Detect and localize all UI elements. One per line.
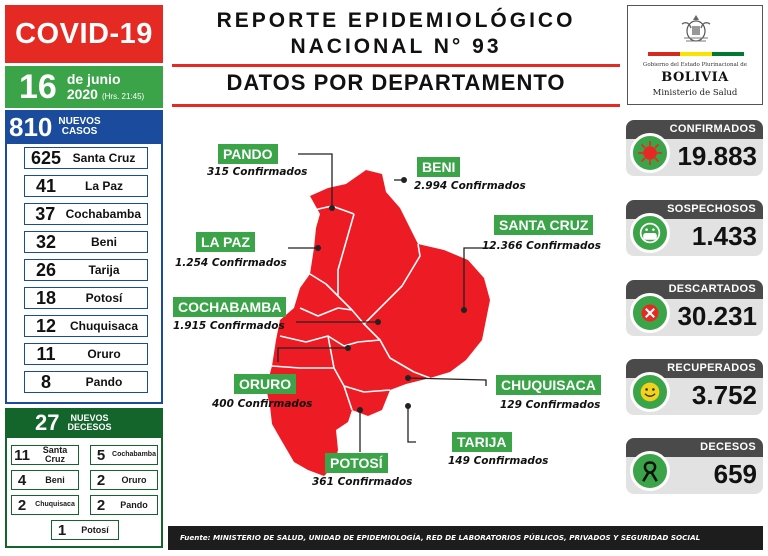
stat-value: 3.752: [691, 380, 757, 410]
list-item: 41 La Paz: [24, 175, 148, 197]
ministry-logo: [627, 5, 763, 105]
mourning-ribbon-icon: [630, 451, 670, 491]
list-item: 32 Beni: [24, 231, 148, 253]
list-item: 2 Oruro: [90, 470, 158, 490]
smiley-icon: [630, 372, 670, 412]
list-item: 8 Pando: [24, 371, 148, 393]
stat-value: 30.231: [677, 301, 757, 331]
footer-source: Fuente: MINISTERIO DE SALUD, UNIDAD DE EPIDEMIOLOGÍA, RED DE LABORATORIOS PÚBLICOS, PRIVADOS Y SEGURIDAD SOCIAL: [168, 526, 763, 550]
map-confirmed-tarija: 149 Confirmados: [448, 455, 549, 467]
stat-label: CONFIRMADOS: [626, 120, 763, 139]
new-deaths-total: 27: [35, 410, 60, 435]
date-day: 16: [19, 68, 57, 106]
new-cases-total: 810: [9, 111, 53, 142]
map-confirmed-santa-cruz: 12.366 Confirmados: [482, 240, 602, 252]
new-deaths-header: [5, 408, 163, 438]
list-item: 11 Santa Cruz: [11, 445, 79, 465]
list-item: 11 Oruro: [24, 343, 148, 365]
list-item: 2 Chuquisaca: [11, 495, 79, 515]
stat-value: 1.433: [691, 221, 757, 251]
stat-label: DESCARTADOS: [626, 280, 763, 299]
map-confirmed-cochabamba: 1.915 Confirmados: [173, 320, 285, 332]
title-divider: [172, 64, 620, 67]
coat-of-arms-icon: [678, 12, 714, 46]
stat-descartados: [626, 280, 763, 342]
map-label-la-paz: LA PAZ: [196, 232, 255, 252]
subtitle-divider: [172, 104, 620, 107]
stat-confirmados: [626, 120, 763, 182]
ministry-government-text: Gobierno del Estado Plurinacional de: [642, 62, 748, 68]
list-item: 12 Chuquisaca: [24, 315, 148, 337]
date-month: de junio: [66, 71, 121, 88]
stat-recuperados: [626, 359, 763, 421]
new-cases-label: NUEVOS CASOS: [58, 115, 101, 137]
report-title: REPORTE EPIDEMIOLÓGICO NACIONAL N° 93: [216, 9, 576, 58]
map-label-potosi: POTOSÍ: [325, 453, 388, 473]
map-label-pando: PANDO: [218, 144, 278, 164]
stat-value: 659: [713, 459, 757, 489]
map-confirmed-potosi: 361 Confirmados: [312, 476, 413, 488]
ministry-country: BOLIVIA: [661, 70, 729, 85]
list-item: 37 Cochabamba: [24, 203, 148, 225]
covid-banner: [5, 5, 163, 63]
list-item: 625 Santa Cruz: [24, 147, 148, 169]
map-confirmed-oruro: 400 Confirmados: [212, 398, 313, 410]
stat-label: SOSPECHOSOS: [626, 200, 763, 219]
map-label-tarija: TARIJA: [452, 432, 512, 452]
ministry-name: Ministerio de Salud: [652, 88, 738, 98]
cross-circle-icon: [630, 293, 670, 333]
stat-decesos: [626, 438, 763, 500]
masked-face-icon: [630, 213, 670, 253]
page-subtitle: DATOS POR DEPARTAMENTO: [226, 70, 566, 95]
date-detail: [67, 72, 144, 101]
new-deaths-label: NUEVOS DECESOS: [67, 412, 112, 432]
list-item: 4 Beni: [11, 470, 79, 490]
list-item: 18 Potosí: [24, 287, 148, 309]
map-label-cochabamba: COCHABAMBA: [173, 297, 286, 317]
stat-label: RECUPERADOS: [626, 359, 763, 378]
map-confirmed-la-paz: 1.254 Confirmados: [175, 257, 287, 269]
map-confirmed-pando: 315 Confirmados: [207, 166, 308, 178]
list-item: 5 Cochabamba: [90, 445, 158, 465]
date-hours: (Hrs. 21:45): [101, 92, 145, 101]
report-date: [5, 66, 163, 108]
virus-icon: [630, 133, 670, 173]
map-label-chuquisaca: CHUQUISACA: [496, 375, 601, 395]
stat-sospechosos: [626, 200, 763, 262]
new-cases-list: [5, 144, 163, 404]
map-label-santa-cruz: SANTA CRUZ: [494, 215, 593, 235]
map-label-oruro: ORURO: [234, 374, 296, 394]
list-item: 1 Potosí: [51, 520, 119, 540]
covid-label: COVID-19: [15, 17, 153, 50]
new-cases-header: [5, 110, 163, 144]
map-confirmed-beni: 2.994 Confirmados: [414, 180, 526, 192]
new-deaths-grid: [5, 438, 163, 548]
map-label-beni: BENI: [417, 157, 460, 177]
map-confirmed-chuquisaca: 129 Confirmados: [500, 399, 601, 411]
list-item: 26 Tarija: [24, 259, 148, 281]
date-year: 2020: [66, 86, 98, 102]
list-item: 2 Pando: [90, 495, 158, 515]
stat-value: 19.883: [677, 141, 757, 171]
stat-label: DECESOS: [626, 438, 763, 457]
flag-stripe: [648, 52, 744, 56]
